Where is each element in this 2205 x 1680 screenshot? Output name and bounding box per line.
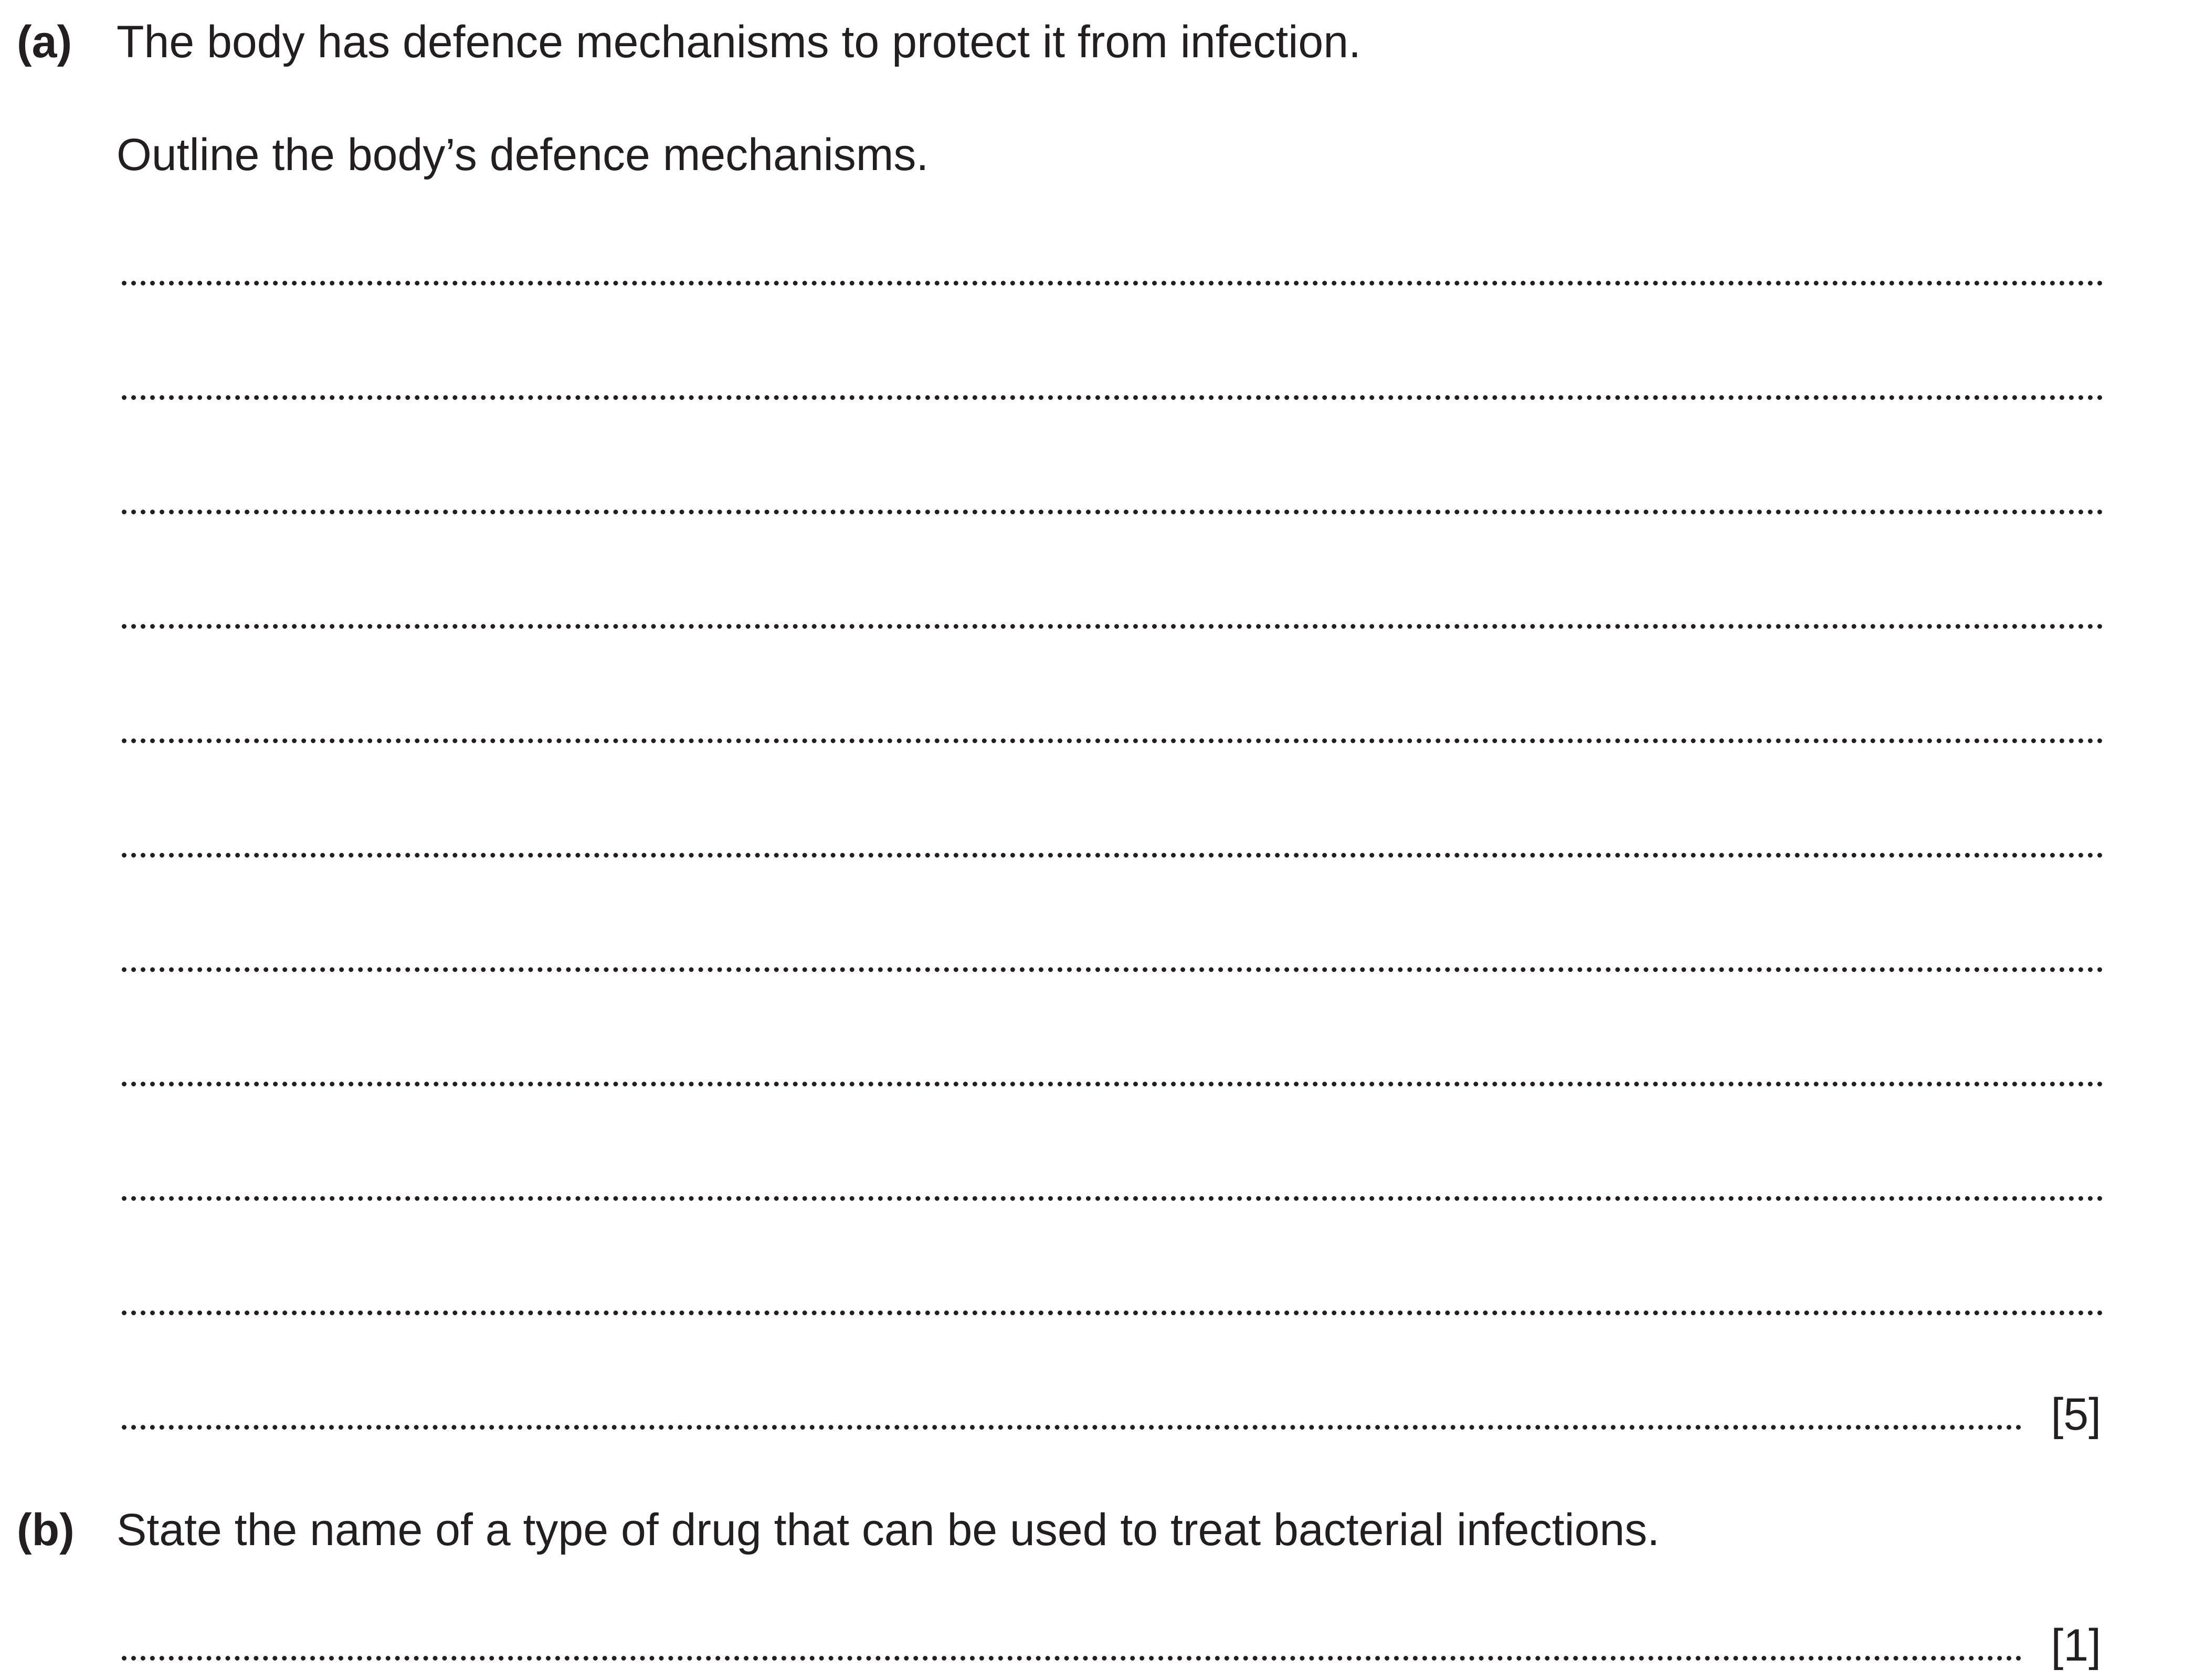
answer-line-a-5[interactable] [122,738,2103,743]
answer-line-a-9[interactable] [122,1196,2103,1201]
answer-line-a-11[interactable] [122,1425,2022,1430]
part-b-label: (b) [17,1505,75,1555]
answer-line-a-8[interactable] [122,1082,2103,1086]
part-b-marks: [1] [2051,1620,2101,1671]
answer-line-a-6[interactable] [122,853,2103,858]
answer-line-a-10[interactable] [122,1311,2103,1315]
answer-line-a-4[interactable] [122,624,2103,629]
part-a-marks: [5] [2051,1389,2101,1440]
part-b-question: State the name of a type of drug that can be used to treat bacterial infections. [117,1505,1660,1555]
answer-line-a-7[interactable] [122,967,2103,972]
part-a-stem: The body has defence mechanisms to protect it from infection. [117,17,1361,67]
part-a-label: (a) [17,17,72,67]
part-a-instruction: Outline the body’s defence mechanisms. [117,130,929,180]
answer-line-a-3[interactable] [122,510,2103,514]
answer-line-a-2[interactable] [122,395,2103,400]
answer-line-b-1[interactable] [122,1656,2022,1661]
answer-line-a-1[interactable] [122,281,2103,286]
